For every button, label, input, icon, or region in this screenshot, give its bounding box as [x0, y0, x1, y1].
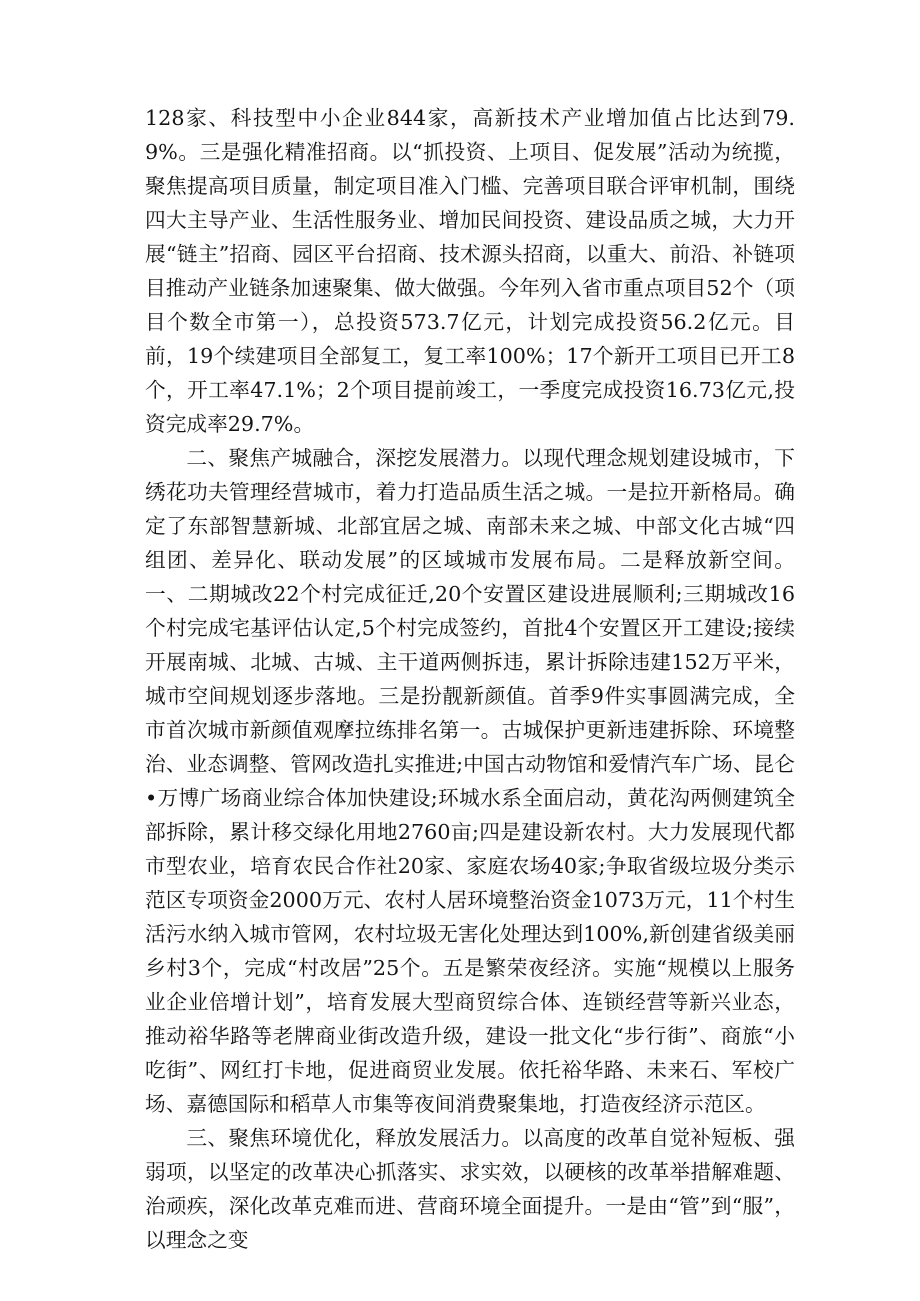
paragraph-environment-optimization: 三、聚焦环境优化，释放发展活力。以高度的改革自觉补短板、强弱项，以坚定的改革决心抓落实、求实效，以硬核的改革举措解难题、治顽疾，深化改革克难而进、营商环境全面提升。一是由“管”到“服”，以理念之变 — [145, 1126, 795, 1252]
document-body — [145, 101, 795, 1257]
paragraph-investment-projects: 128家、科技型中小企业844家，高新技术产业增加值占比达到79.9%。三是强化精准招商。以“抓投资、上项目、促发展”活动为统揽，聚焦提高项目质量，制定项目准入门槛、完善项目联合评审机制，围绕四大主导产业、生活性服务业、增加民间投资、建设品质之城，大力开展“链主”招商、园区平台招商、技术源头招商，以重大、前沿、补链项目推动产业链条加速聚集、做大做强。今年列入省市重点项目52个（项目个数全市第一），总投资573.7亿元，计划完成投资56.2亿元。目前，19个续建项目全部复工，复工率100%；17个新开工项目已开工8个，开工率47.1%；2个项目提前竣工，一季度完成投资16.73亿元,投资完成率29.7%。 — [145, 106, 795, 436]
paragraph-city-integration: 二、聚焦产城融合，深挖发展潜力。以现代理念规划建设城市，下绣花功夫管理经营城市，着力打造品质生活之城。一是拉开新格局。确定了东部智慧新城、北部宜居之城、南部未来之城、中部文化古城“四组团、差异化、联动发展”的区域城市发展布局。二是释放新空间。一、二期城改22个村完成征迁,20个安置区建设进展顺利;三期城改16个村完成宅基评估认定,5个村完成签约，首批4个安置区开工建设;接续开展南城、北城、古城、主干道两侧拆违，累计拆除违建152万平米，城市空间规划逐步落地。三是扮靓新颜值。首季9件实事圆满完成，全市首次城市新颜值观摩拉练排名第一。古城保护更新违建拆除、环境整治、业态调整、管网改造扎实推进;中国古动物馆和爱情汽车广场、昆仑•万博广场商业综合体加快建设;环城水系全面启动，黄花沟两侧建筑全部拆除，累计移交绿化用地2760亩;四是建设新农村。大力发展现代都市型农业，培育农民合作社20家、家庭农场40家;争取省级垃圾分类示范区专项资金2000万元、农村人居环境整治资金1073万元，11个村生活污水纳入城市管网，农村垃圾无害化处理达到100%,新创建省级美丽乡村3个，完成“村改居”25个。五是繁荣夜经济。实施“规模以上服务业企业倍增计划”，培育发展大型商贸综合体、连锁经营等新兴业态，推动裕华路等老牌商业街改造升级，建设一批文化“步行街”、商旅“小吃街”、网红打卡地，促进商贸业发展。依托裕华路、未来石、军校广场、嘉德国际和稻草人市集等夜间消费聚集地，打造夜经济示范区。 — [145, 446, 795, 1116]
